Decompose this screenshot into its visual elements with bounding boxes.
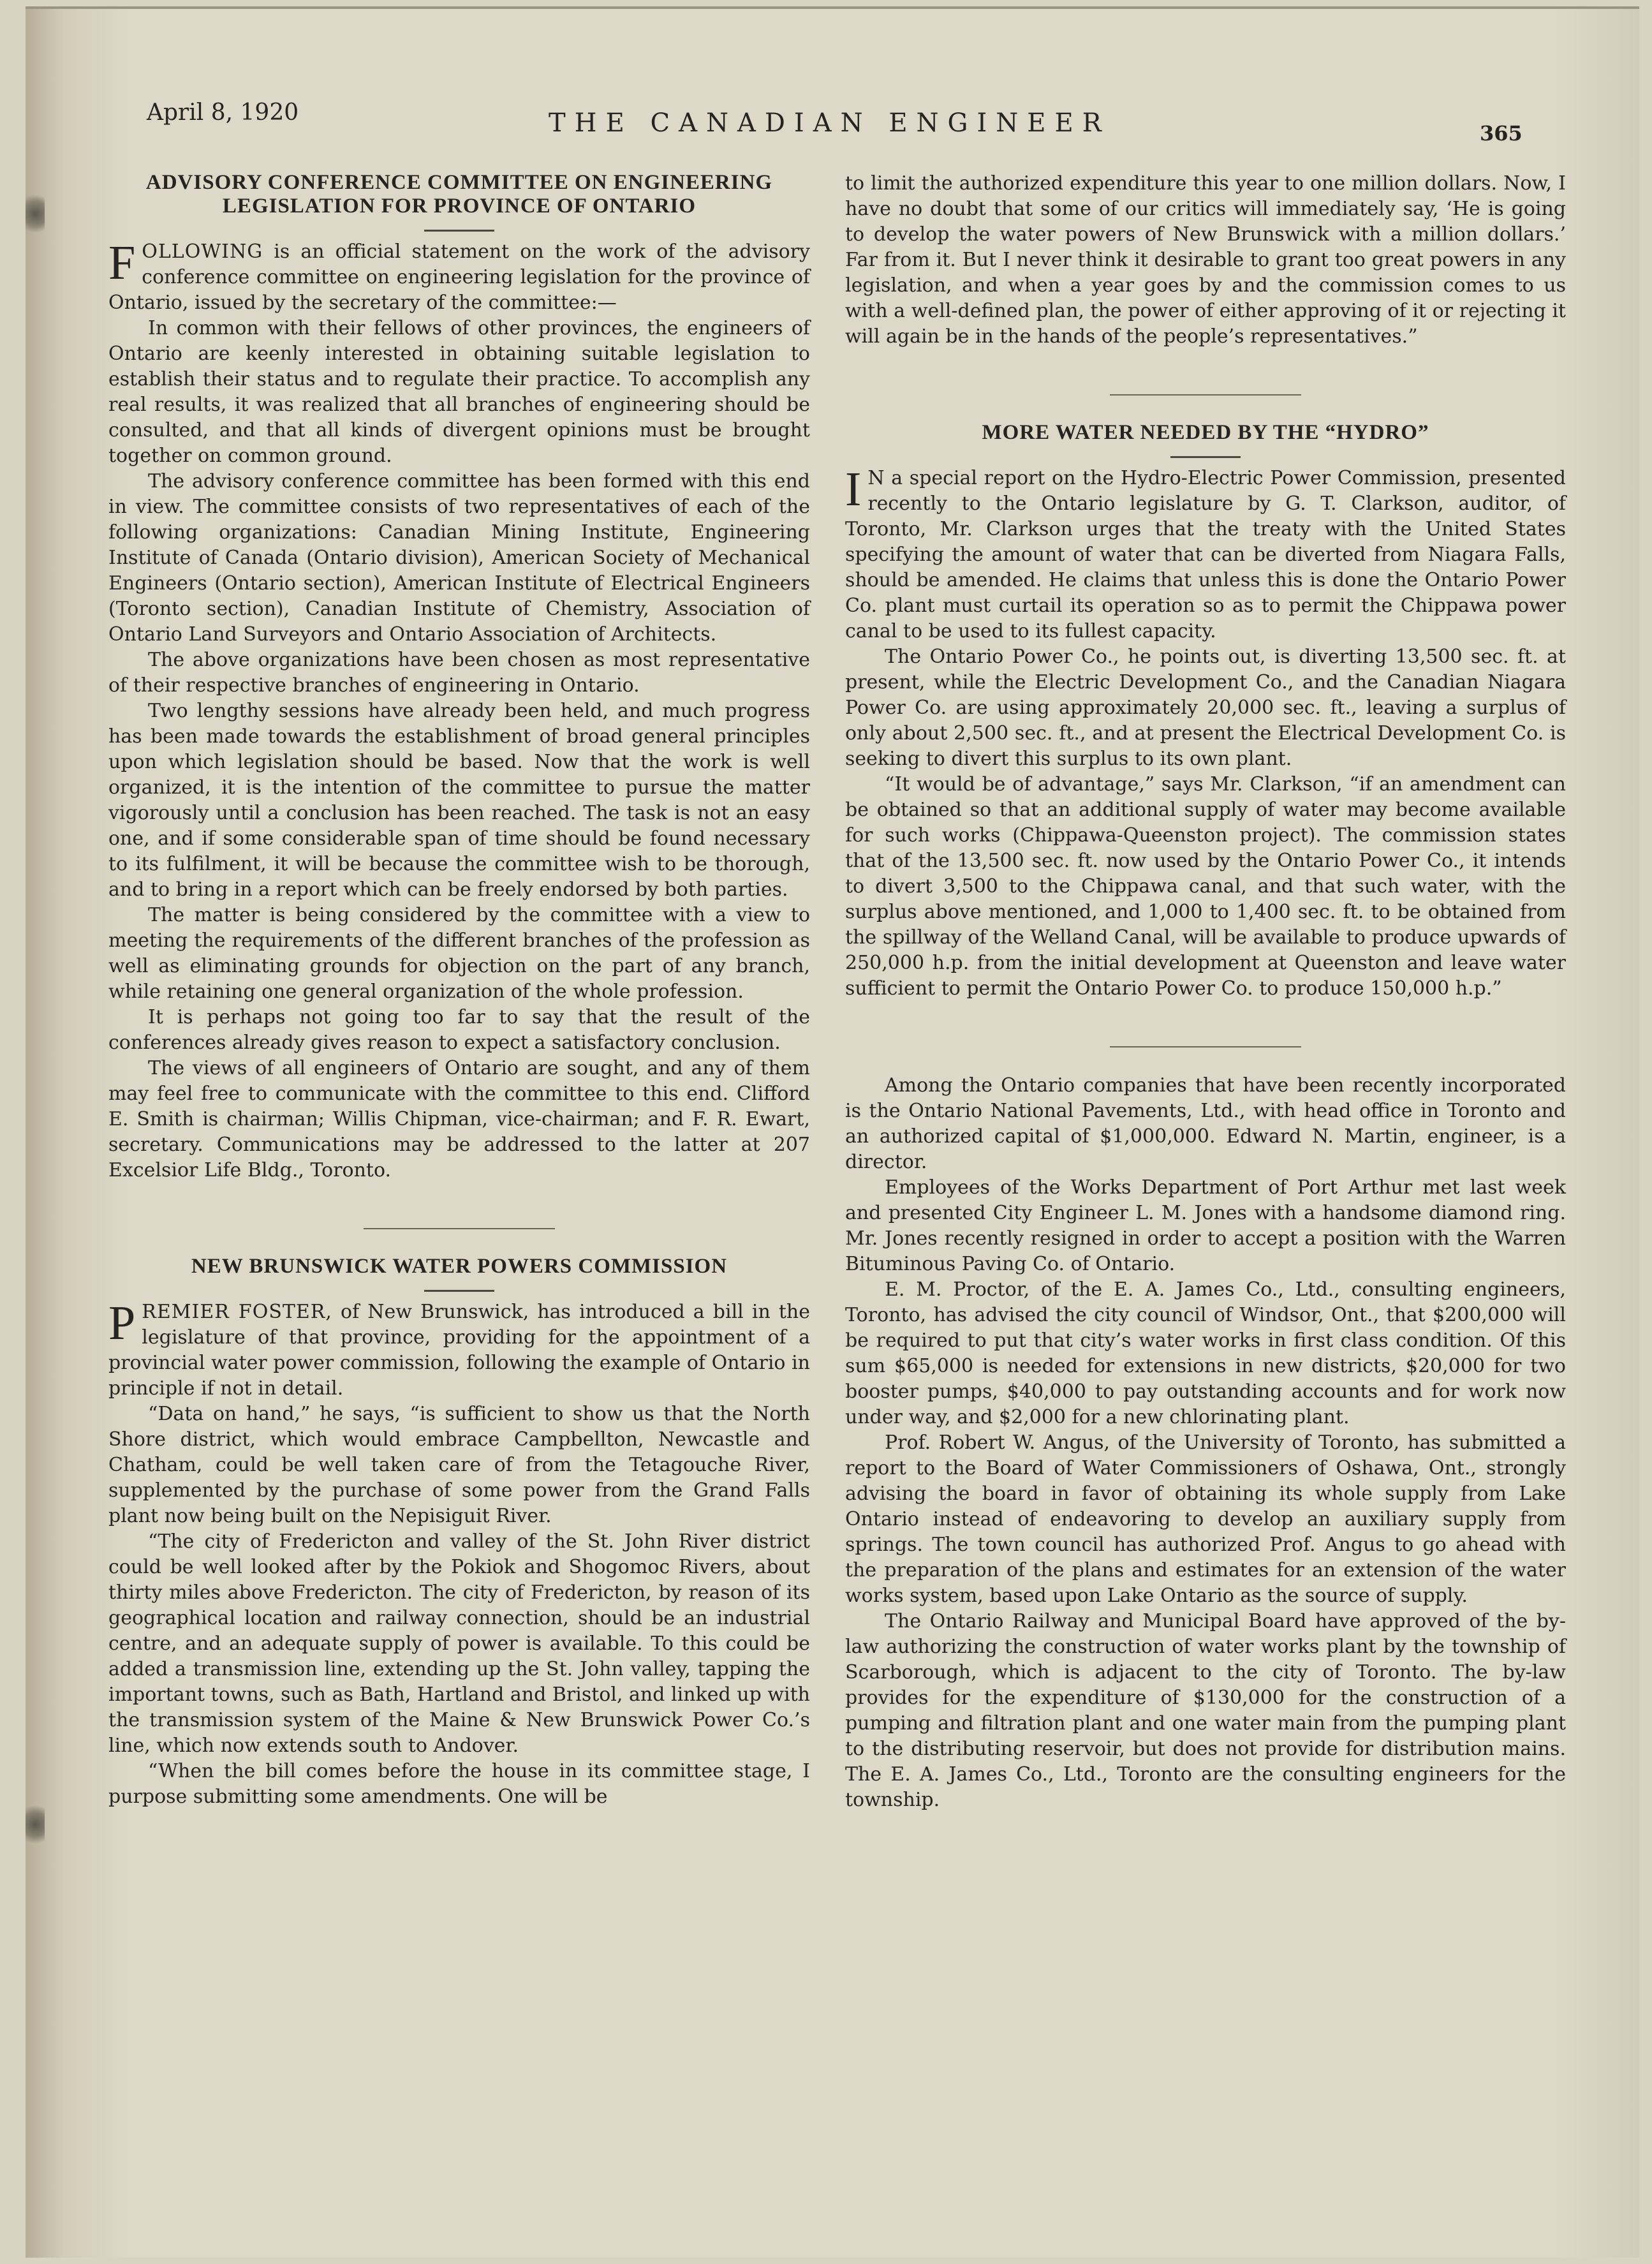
paragraph: “It would be of advantage,” says Mr. Clarkson, “if an amendment can be obtained so that an additional supply of water may become available for such works (Chippawa-Queenston project). The commission states that of the 13,500 sec. ft. now used by the Ontario Power Co., it intends to divert 3,500 to the Chippawa canal, and that such water, with the surplus above mentioned, and 1,000 to 1,400 sec. ft. to be obtained from the spillway of the Welland Canal, will be available to produce upwards of 250,000 h.p. from the initial development at Queenston and leave water sufficient to permit the Ontario Power Co. to produce 150,000 h.p.” [845,773,1566,1000]
drop-cap: P [108,1296,136,1350]
lead-paragraph [845,462,1566,644]
left-column [108,171,810,1810]
lead-smallcaps: OLLOWING [142,240,263,263]
paragraph: Two lengthy sessions have already been held, and much progress has been made towards the establishment of broad general principles upon which legislation should be based. Now that the work is well organized, it is the intention of the committee to pursue the matter vigorously until a conclusion has been reached. The task is not an easy one, and if some considerable span of time should be found necessary to its fulfilment, it will be because the committee wish to be thorough, and to bring in a report which can be freely endorsed by both parties. [108,700,810,901]
headline-rule [424,1290,494,1292]
article-new-brunswick-water-powers [108,1255,810,1810]
publication-title: THE CANADIAN ENGINEER [549,108,1110,138]
paragraph: “When the bill comes before the house in its committee stage, I purpose submitting some amendments. One will be [108,1760,810,1808]
headline-rule [1170,456,1241,458]
lead-paragraph [108,236,810,316]
article-separator [1110,394,1301,396]
page-number: 365 [1480,121,1523,145]
continued-paragraph: to limit the authorized expenditure this year to one million dollars. Now, I have no doubt that some of our critics will immediately say, ‘He is going to develop the water powers of New Brunswick with a million dollars.’ Far from it. But I never think it desirable to grant too great powers in any legislation, and when a year goes by and the commission comes to us with a well-defined plan, the power of either approving of it or rejecting it will again be in the hands of the people’s representatives.” [845,172,1566,348]
paragraph: The views of all engineers of Ontario are sought, and any of them may feel free to communicate with the committee to this end. Clifford E. Smith is chairman; Willis Chipman, vice-chairman; and F. R. Ewart, secretary. Communications may be addressed to the latter at 207 Excelsior Life Bldg., Toronto. [108,1057,810,1181]
headline-rule [424,230,494,232]
article-separator [1110,1046,1301,1047]
drop-cap: I [845,462,862,516]
paragraph: It is perhaps not going too far to say that the result of the conferences already gives reason to expect a satisfactory conclusion. [108,1006,810,1054]
binding-hole [26,188,45,239]
paragraph: The advisory conference committee has been formed with this end in view. The committee consists of two representatives of each of the following organizations: Canadian Mining Institute, Engineering Institute of Canada (Ontario division), American Society of Mechanical Engineers (Ontario section), American Institute of Electrical Engineers (Toronto section), Canadian Institute of Chemistry, Association of Ontario Land Surveyors and Ontario Association of Architects. [108,470,810,646]
article-headline: NEW BRUNSWICK WATER POWERS COMMISSION [191,1255,728,1278]
binding-hole [26,1799,45,1850]
paragraph: In common with their fellows of other provinces, the engineers of Ontario are keenly interested in obtaining suitable legislation to establish their status and to regulate their practice. To accomplish any real results, it was realized that all branches of engineering should be consulted, and that all kinds of divergent opinions must be brought together on common ground. [108,317,810,467]
right-column [845,171,1566,1813]
news-items [845,1073,1566,1813]
paragraph: “The city of Fredericton and valley of the St. John River district could be well looked after by the Pokiok and Shogomoc Rivers, about thirty miles above Fredericton. The city of Fredericton, by reason of its geographical location and railway connection, should be an industrial centre, and an adequate supply of power is available. To this could be added a transmission line, extending up the St. John valley, tapping the important towns, such as Bath, Hartland and Bristol, and linked up with the transmission system of the Maine & New Brunswick Power Co.’s line, which now extends south to Andover. [108,1530,810,1757]
news-item: The Ontario Railway and Municipal Board have approved of the by-law authorizing the construction of water works plant by the township of Scarborough, which is adjacent to the city of Toronto. The by-law provides for the expenditure of $130,000 for the construction of a pumping and filtration plant and one water main from the pumping plant to the distributing reservoir, but does not provide for distribution mains. The E. A. James Co., Ltd., Toronto are the consulting engineers for the township. [845,1610,1566,1811]
lead-text: is an official statement on the work of the advisory conference committee on engineering legislation for the province of Ontario, issued by the secretary of the committee:— [108,240,810,314]
paragraph: The Ontario Power Co., he points out, is diverting 13,500 sec. ft. at present, while the Electric Development Co., and the Canadian Niagara Power Co. are using approximately 20,000 sec. ft., leaving a surplus of only about 2,500 sec. ft., and at present the Electrical Development Co. is seeking to divert this surplus to its own plant. [845,646,1566,770]
article-separator [364,1228,555,1229]
news-item: Among the Ontario companies that have been recently incorporated is the Ontario National Pavements, Ltd., with head office in Toronto and an authorized capital of $1,000,000. Edward N. Martin, engineer, is a director. [845,1074,1566,1173]
running-header [26,96,1639,147]
article-more-water-hydro [845,421,1566,1002]
news-item: Prof. Robert W. Angus, of the University of Toronto, has submitted a report to the Board of Water Commissioners of Oshawa, Ont., strongly advising the board in favor of obtaining its whole supply from Lake Ontario instead of endeavoring to develop an auxiliary supply from springs. The town council has authorized Prof. Angus to go ahead with the preparation of the plans and estimates for an extension of the water works system, based upon Lake Ontario as the source of supply. [845,1432,1566,1607]
news-item: E. M. Proctor, of the E. A. James Co., Ltd., consulting engineers, Toronto, has advised the city council of Windsor, Ont., that $200,000 will be required to put that city’s water works in first class condition. Of this sum $65,000 is needed for extensions in new districts, $20,000 for two booster pumps, $40,000 to pay outstanding accounts and for work now under way, and $2,000 for a new chlorinating plant. [845,1278,1566,1428]
article-headline: MORE WATER NEEDED BY THE “HYDRO” [982,421,1429,444]
paragraph: The matter is being considered by the committee with a view to meeting the requirements of the different branches of the profession as well as eliminating grounds for objection on the part of any branch, while retaining one general organization of the whole profession. [108,904,810,1003]
article-headline: ADVISORY CONFERENCE COMMITTEE ON ENGINEERING LEGISLATION FOR PROVINCE OF ONTARIO [145,171,773,218]
paragraph: The above organizations have been chosen as most representative of their respective branches of engineering in Ontario. [108,649,810,697]
article-advisory-committee [108,171,810,1183]
page-top-edge [26,6,1639,9]
magazine-page [26,6,1639,2258]
issue-date: April 8, 1920 [147,100,299,126]
paragraph: “Data on hand,” he says, “is sufficient to show us that the North Shore district, which would embrace Campbellton, Newcastle and Chatham, could be well taken care of from the Tetagouche River, supplemented by the purchase of some power from the Grand Falls plant now being built on the Nepisiguit River. [108,1403,810,1527]
lead-paragraph [108,1296,810,1402]
news-item: Employees of the Works Department of Port Arthur met last week and presented City Engineer L. M. Jones with a handsome diamond ring. Mr. Jones recently resigned in order to accept a position with the Warren Bituminous Paving Co. of Ontario. [845,1176,1566,1275]
drop-cap: F [108,236,136,290]
lead-text: of New Brunswick, has introduced a bill in the legislature of that province, providing for the appointment of a provincial water power commission, following the example of Ontario in principle if not in detail. [108,1301,810,1400]
lead-text: N a special report on the Hydro-Electric Power Commission, presented recently to the Ontario legislature by G. T. Clarkson, auditor, of Toronto, Mr. Clarkson urges that the treaty with the United States specifying the amount of water that can be diverted from Niagara Falls, should be amended. He claims that unless this is done the Ontario Power Co. plant must curtail its operation so as to permit the Chippawa power canal to be used to its fullest capacity. [845,467,1566,642]
lead-smallcaps: REMIER FOSTER, [142,1301,332,1323]
